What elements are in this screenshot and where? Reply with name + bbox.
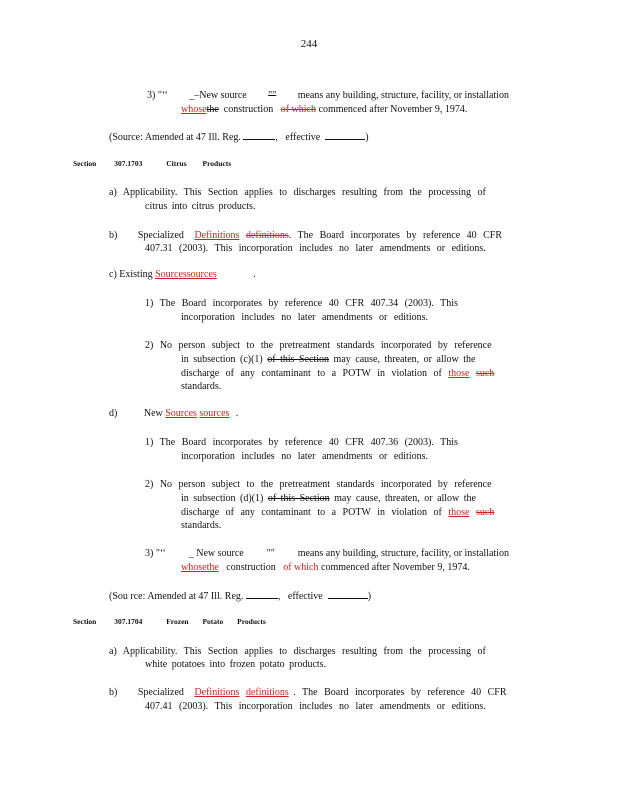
definition-new-source-line1: [147, 89, 509, 102]
definition-rest: means any building, structure, facility, or installation: [297, 90, 509, 101]
blank-reg: [246, 589, 278, 599]
section-word: Section: [73, 617, 97, 626]
definitions2-line2: 407.41 (2003). This incorporation includes no later amendments or editions.: [145, 701, 486, 712]
discharge-text: discharge of any contaminant to a POTW in violation of: [181, 368, 442, 379]
applicability2-line2: white potatoes into frozen potato products.: [145, 659, 327, 670]
inserted-sources: Sources: [165, 408, 197, 419]
sources-word: sources: [199, 408, 230, 419]
discharge-text: discharge of any contaminant to a POTW in violation of: [181, 507, 442, 518]
existing-item1-line1: 1) The Board incorporates by reference 40 CFR 407.34 (2003). This: [145, 298, 458, 309]
may-cause-text: may cause, threaten, or allow the: [334, 493, 476, 504]
definition-rest: means any building, structure, facility, or installation: [297, 548, 509, 559]
blank-effective: [328, 589, 368, 599]
sources-word: sources: [186, 269, 217, 280]
section-heading-307-1703: [73, 159, 231, 169]
existing-item2-line1: 2) No person subject to the pretreatment standards incorporated by reference: [145, 340, 492, 351]
subsection-ref: in subsection (c)(1): [181, 354, 263, 365]
dash: _: [188, 548, 194, 559]
commenced-text: commenced after November 9, 1974.: [318, 104, 468, 115]
new-source-term: [189, 547, 244, 560]
section-title-word: Products: [202, 159, 232, 168]
new-item2-line3: [181, 506, 494, 519]
effective-label: effective: [285, 132, 321, 143]
section-heading-307-1704: [73, 617, 266, 627]
item-label: b): [109, 687, 118, 698]
deleted-of-this-section: of this Section: [267, 354, 330, 365]
applicability-text: a) Applicability. This Section applies to discharges resulting from the processing of: [109, 187, 486, 198]
section-title-word: Products: [237, 617, 266, 626]
item-label: d): [109, 408, 118, 419]
section-number: 307.1704: [114, 617, 143, 626]
new-item2-line4: standards.: [181, 520, 222, 531]
source-text: (Source: Amended at 47 Ill. Reg.: [109, 132, 241, 143]
existing-item2-line2: [181, 353, 475, 366]
definitions-rest: . The Board incorporates by reference 40 CFR: [288, 230, 503, 241]
new-item3-line2: [181, 561, 470, 574]
new-item1-line2: incorporation includes no later amendments or editions.: [181, 451, 428, 462]
new-source-term: [189, 89, 246, 102]
close-paren: ): [365, 132, 369, 143]
may-cause-text: may cause, threaten, or allow the: [333, 354, 476, 365]
applicability-line2: citrus into citrus products.: [145, 201, 256, 212]
close-paren: ): [367, 591, 372, 602]
existing-label: c) Existing: [109, 269, 153, 280]
definition-new-source-line2: [181, 103, 467, 116]
deleted-such: such: [475, 368, 495, 379]
definitions2-line1: [109, 686, 507, 699]
existing-item2-line3: [181, 367, 494, 380]
existing-item2-line4: standards.: [181, 381, 222, 392]
deleted-of-this-section: of this Section: [267, 493, 330, 504]
item-label: 3) "‘‘: [147, 90, 168, 101]
section-number: 307.1703: [114, 159, 143, 168]
comma: ,: [275, 132, 278, 143]
inserted-sources: Sources: [155, 269, 187, 280]
specialized-word: Specialized: [137, 687, 184, 698]
period: .: [253, 269, 256, 280]
new-sources-heading: [109, 407, 238, 420]
source-text: (Sou rce: Amended at 47 Ill. Reg.: [109, 591, 244, 602]
inserted-whose: whose: [181, 562, 207, 573]
section-word: Section: [73, 159, 97, 168]
item-label: b): [109, 230, 118, 241]
effective-label: effective: [287, 591, 323, 602]
source-note-1: [109, 130, 369, 144]
of-which-text: of which: [283, 562, 319, 573]
page-number: 244: [300, 38, 318, 50]
comma: ,: [277, 591, 281, 602]
inserted-definitions: Definitions: [194, 687, 240, 698]
deleted-quote: "": [268, 90, 277, 101]
inserted-those: those: [448, 507, 470, 518]
quote-mark: "": [266, 548, 275, 559]
deleted-such: such: [475, 507, 495, 518]
new-item3-line1: [145, 547, 509, 560]
deleted-definitions: definitions: [245, 230, 289, 241]
inserted-definitions: Definitions: [194, 230, 240, 241]
applicability2-line1: a) Applicability. This Section applies to discharges resulting from the processing of: [109, 646, 486, 657]
definitions-rest: . The Board incorporates by reference 40 CFR: [293, 687, 507, 698]
item-label: 3) "‘‘: [145, 548, 166, 559]
applicability-line1: [109, 186, 514, 199]
blank-effective: [325, 130, 365, 140]
commenced-text: commenced after November 9, 1974.: [321, 562, 470, 573]
inserted-whose: whose: [181, 104, 207, 115]
new-item2-line2: [181, 492, 476, 505]
inserted-the: the: [206, 562, 219, 573]
inserted-those: those: [448, 368, 470, 379]
section-title-word: Potato: [202, 617, 224, 626]
new-item2-line1: 2) No person subject to the pretreatment standards incorporated by reference: [145, 479, 492, 490]
new-label: New: [143, 408, 163, 419]
dash: _–: [189, 90, 200, 101]
subsection-ref: in subsection (d)(1): [181, 493, 264, 504]
definitions-word: definitions: [245, 687, 289, 698]
section-title-word: Citrus: [166, 159, 187, 168]
construction-word: construction: [226, 562, 276, 573]
term-text: New source: [199, 90, 247, 101]
existing-item1-line2: incorporation includes no later amendments or editions.: [181, 312, 428, 323]
section-title-word: Frozen: [166, 617, 189, 626]
deleted-the: the: [206, 104, 219, 115]
term-text: New source: [196, 548, 244, 559]
definitions-line2: 407.31 (2003). This incorporation includes no later amendments or editions.: [145, 243, 486, 254]
new-item1-line1: 1) The Board incorporates by reference 40 CFR 407.36 (2003). This: [145, 437, 458, 448]
existing-sources-heading: [109, 268, 256, 281]
specialized-word: Specialized: [137, 230, 184, 241]
period: .: [235, 408, 239, 419]
blank-reg: [243, 130, 275, 140]
source-note-2: [109, 589, 371, 603]
deleted-of-which: of which: [280, 104, 316, 115]
construction-word: construction: [223, 104, 274, 115]
definitions-line1: [109, 229, 502, 242]
